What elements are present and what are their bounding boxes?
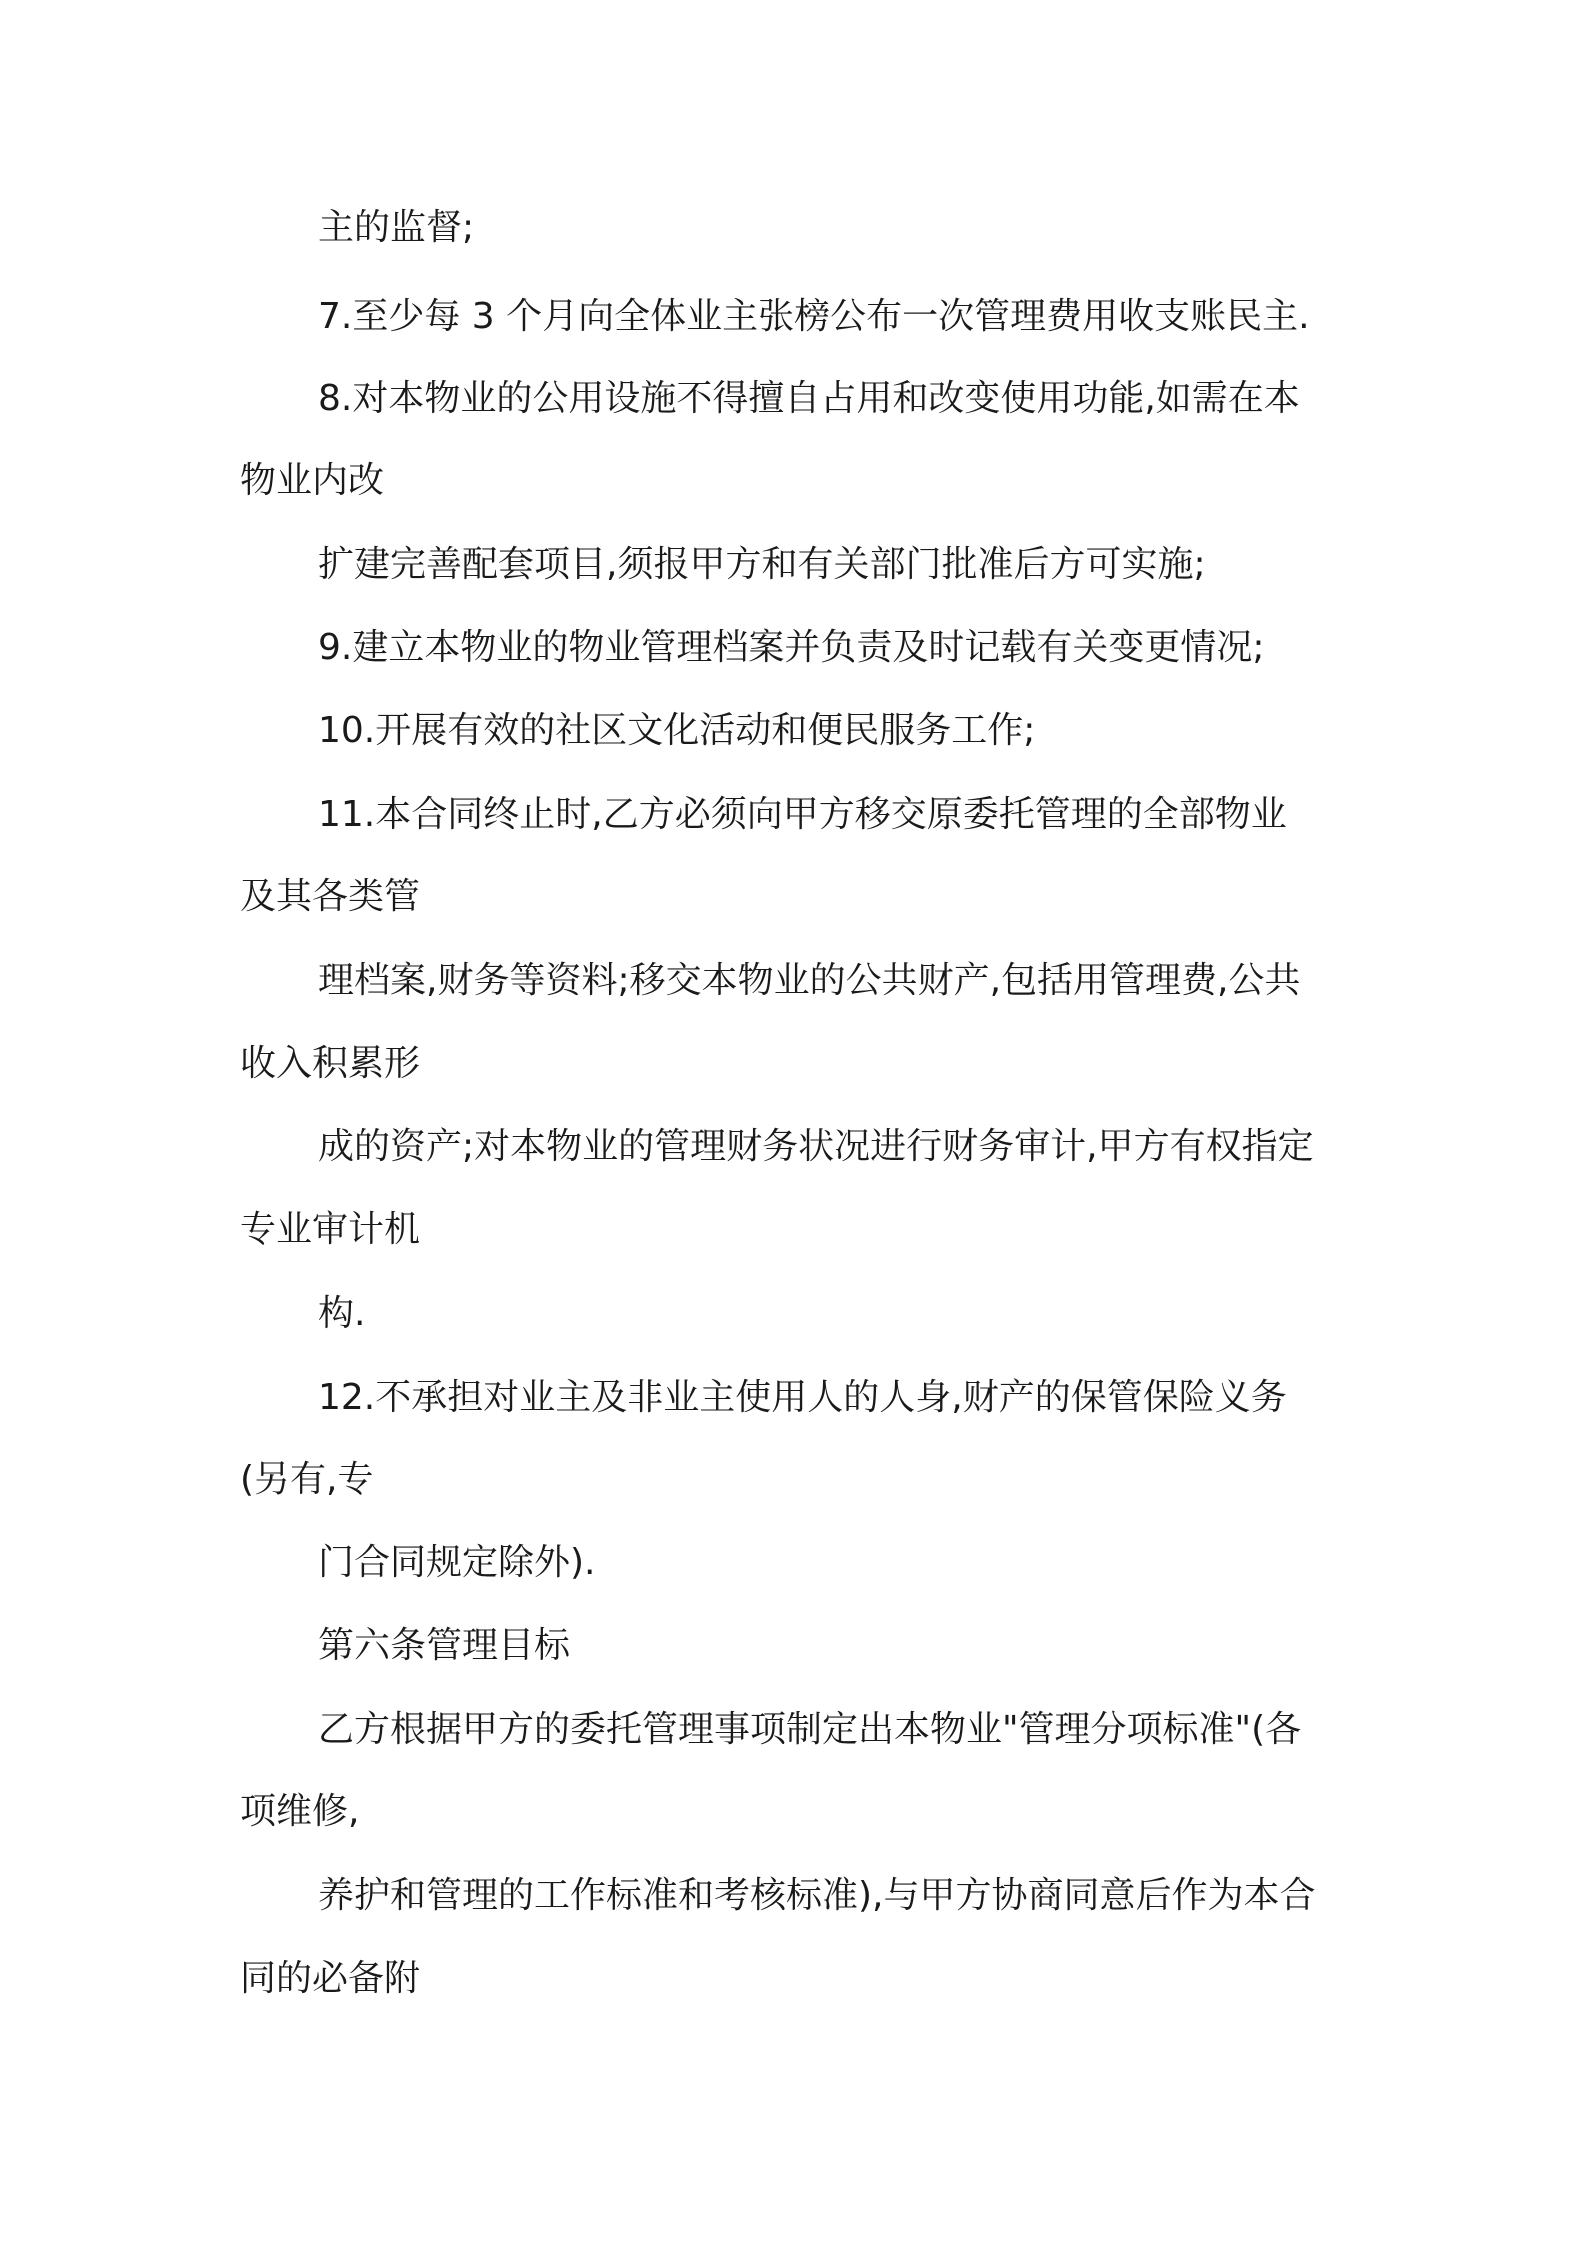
text-line: 12.不承担对业主及非业主使用人的人身,财产的保管保险义务 (318, 1377, 1287, 1418)
text-line: 8.对本物业的公用设施不得擅自占用和改变使用功能,如需在本 (318, 378, 1300, 419)
text-line: 项维修, (240, 1791, 360, 1832)
text-line: 7.至少每 3 个月向全体业主张榜公布一次管理费用收支账民主. (318, 296, 1310, 337)
text-line: 养护和管理的工作标准和考核标准),与甲方协商同意后作为本合 (318, 1875, 1316, 1916)
text-line: 物业内改 (240, 460, 385, 501)
text-line: 主的监督; (318, 207, 475, 248)
text-line: 及其各类管 (240, 876, 421, 917)
text-line: 11.本合同终止时,乙方必须向甲方移交原委托管理的全部物业 (318, 794, 1287, 835)
text-line: 乙方根据甲方的委托管理事项制定出本物业"管理分项标准"(各 (318, 1709, 1302, 1750)
text-line: (另有,专 (240, 1459, 374, 1500)
text-line: 10.开展有效的社区文化活动和便民服务工作; (318, 710, 1036, 751)
section-heading: 第六条管理目标 (318, 1625, 571, 1666)
text-line: 收入积累形 (240, 1043, 421, 1084)
text-line: 理档案,财务等资料;移交本物业的公共财产,包括用管理费,公共 (318, 960, 1301, 1001)
text-line: 同的必备附 (240, 1958, 421, 1999)
text-line: 9.建立本物业的物业管理档案并负责及时记载有关变更情况; (318, 627, 1265, 668)
text-line: 门合同规定除外). (318, 1542, 596, 1583)
text-line: 扩建完善配套项目,须报甲方和有关部门批准后方可实施; (318, 544, 1206, 585)
text-line: 构. (318, 1293, 366, 1334)
text-line: 专业审计机 (240, 1209, 421, 1250)
text-line: 成的资产;对本物业的管理财务状况进行财务审计,甲方有权指定 (318, 1126, 1314, 1167)
